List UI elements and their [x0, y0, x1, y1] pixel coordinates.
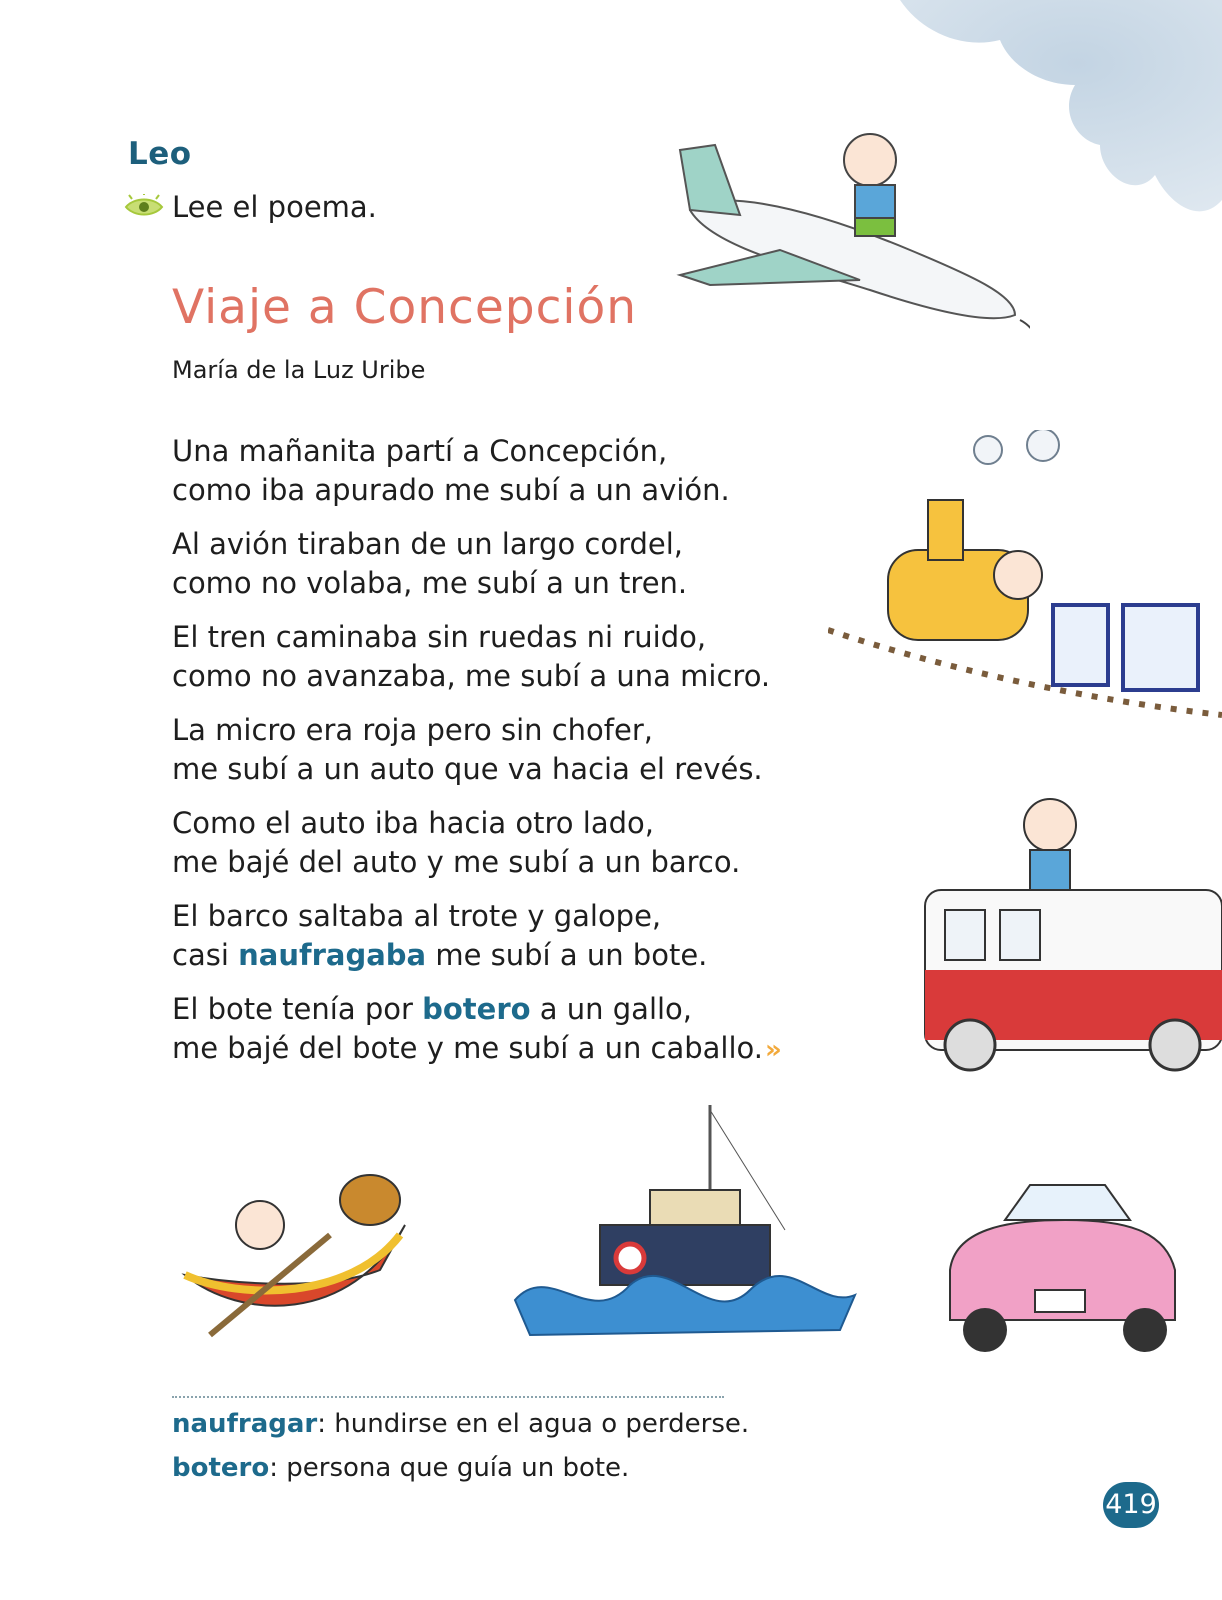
airplane-boy-illustration [670, 120, 1030, 340]
poem-title: Viaje a Concepción [172, 280, 638, 335]
poem-line: Como el auto iba hacia otro lado, [172, 806, 654, 840]
rowboat-rooster-illustration [180, 1150, 420, 1340]
stanza [172, 525, 782, 603]
continue-arrow-icon: » [765, 1035, 782, 1065]
line-text: casi [172, 938, 239, 972]
poem-line [172, 990, 782, 1029]
line-text: El bote tenía por [172, 992, 423, 1026]
instruction [124, 190, 377, 224]
train-boy-illustration [828, 430, 1222, 730]
ship-waves-illustration [510, 1100, 860, 1340]
stanza [172, 711, 782, 789]
section-title: Leo [128, 136, 192, 172]
stanza [172, 804, 782, 882]
page-number: 419 [1103, 1482, 1159, 1528]
poem-line: me subí a un auto que va hacia el revés. [172, 752, 763, 786]
line-text: a un gallo, [530, 992, 693, 1026]
glossary-term: botero [172, 1453, 270, 1483]
poem-author: María de la Luz Uribe [172, 356, 426, 384]
poem-line: El barco saltaba al trote y galope, [172, 899, 662, 933]
poem-line: me bajé del auto y me subí a un barco. [172, 845, 741, 879]
poem-line [172, 1029, 782, 1070]
bus-boy-illustration [920, 790, 1222, 1080]
poem-line: El tren caminaba sin ruedas ni ruido, [172, 620, 707, 654]
poem-line: como no volaba, me subí a un tren. [172, 566, 688, 600]
glossary-divider [172, 1396, 724, 1398]
glossary-definition: : hundirse en el agua o perderse. [317, 1409, 750, 1439]
stanza [172, 990, 782, 1070]
glossary-entry [172, 1446, 749, 1490]
stanza [172, 897, 782, 975]
instruction-text: Lee el poema. [172, 190, 377, 224]
stanza [172, 618, 782, 696]
line-text: me bajé del bote y me subí a un caballo. [172, 1031, 764, 1065]
poem-line: Una mañanita partí a Concepción, [172, 434, 668, 468]
poem-line: como no avanzaba, me subí a una micro. [172, 659, 771, 693]
glossary-term: naufragar [172, 1409, 318, 1439]
poem-line: como iba apurado me subí a un avión. [172, 473, 730, 507]
poem-line: Al avión tiraban de un largo cordel, [172, 527, 684, 561]
glossary [172, 1402, 749, 1490]
keyword-naufragaba: naufragaba [238, 938, 427, 972]
glossary-entry [172, 1402, 749, 1446]
keyword-botero: botero [422, 992, 531, 1026]
poem-line [172, 936, 782, 975]
pink-car-illustration [945, 1160, 1185, 1365]
stanza [172, 432, 782, 510]
glossary-definition: : persona que guía un bote. [269, 1453, 630, 1483]
eye-icon [124, 194, 164, 220]
poem-line: La micro era roja pero sin chofer, [172, 713, 653, 747]
poem-body [172, 432, 782, 1085]
line-text: me subí a un bote. [426, 938, 708, 972]
